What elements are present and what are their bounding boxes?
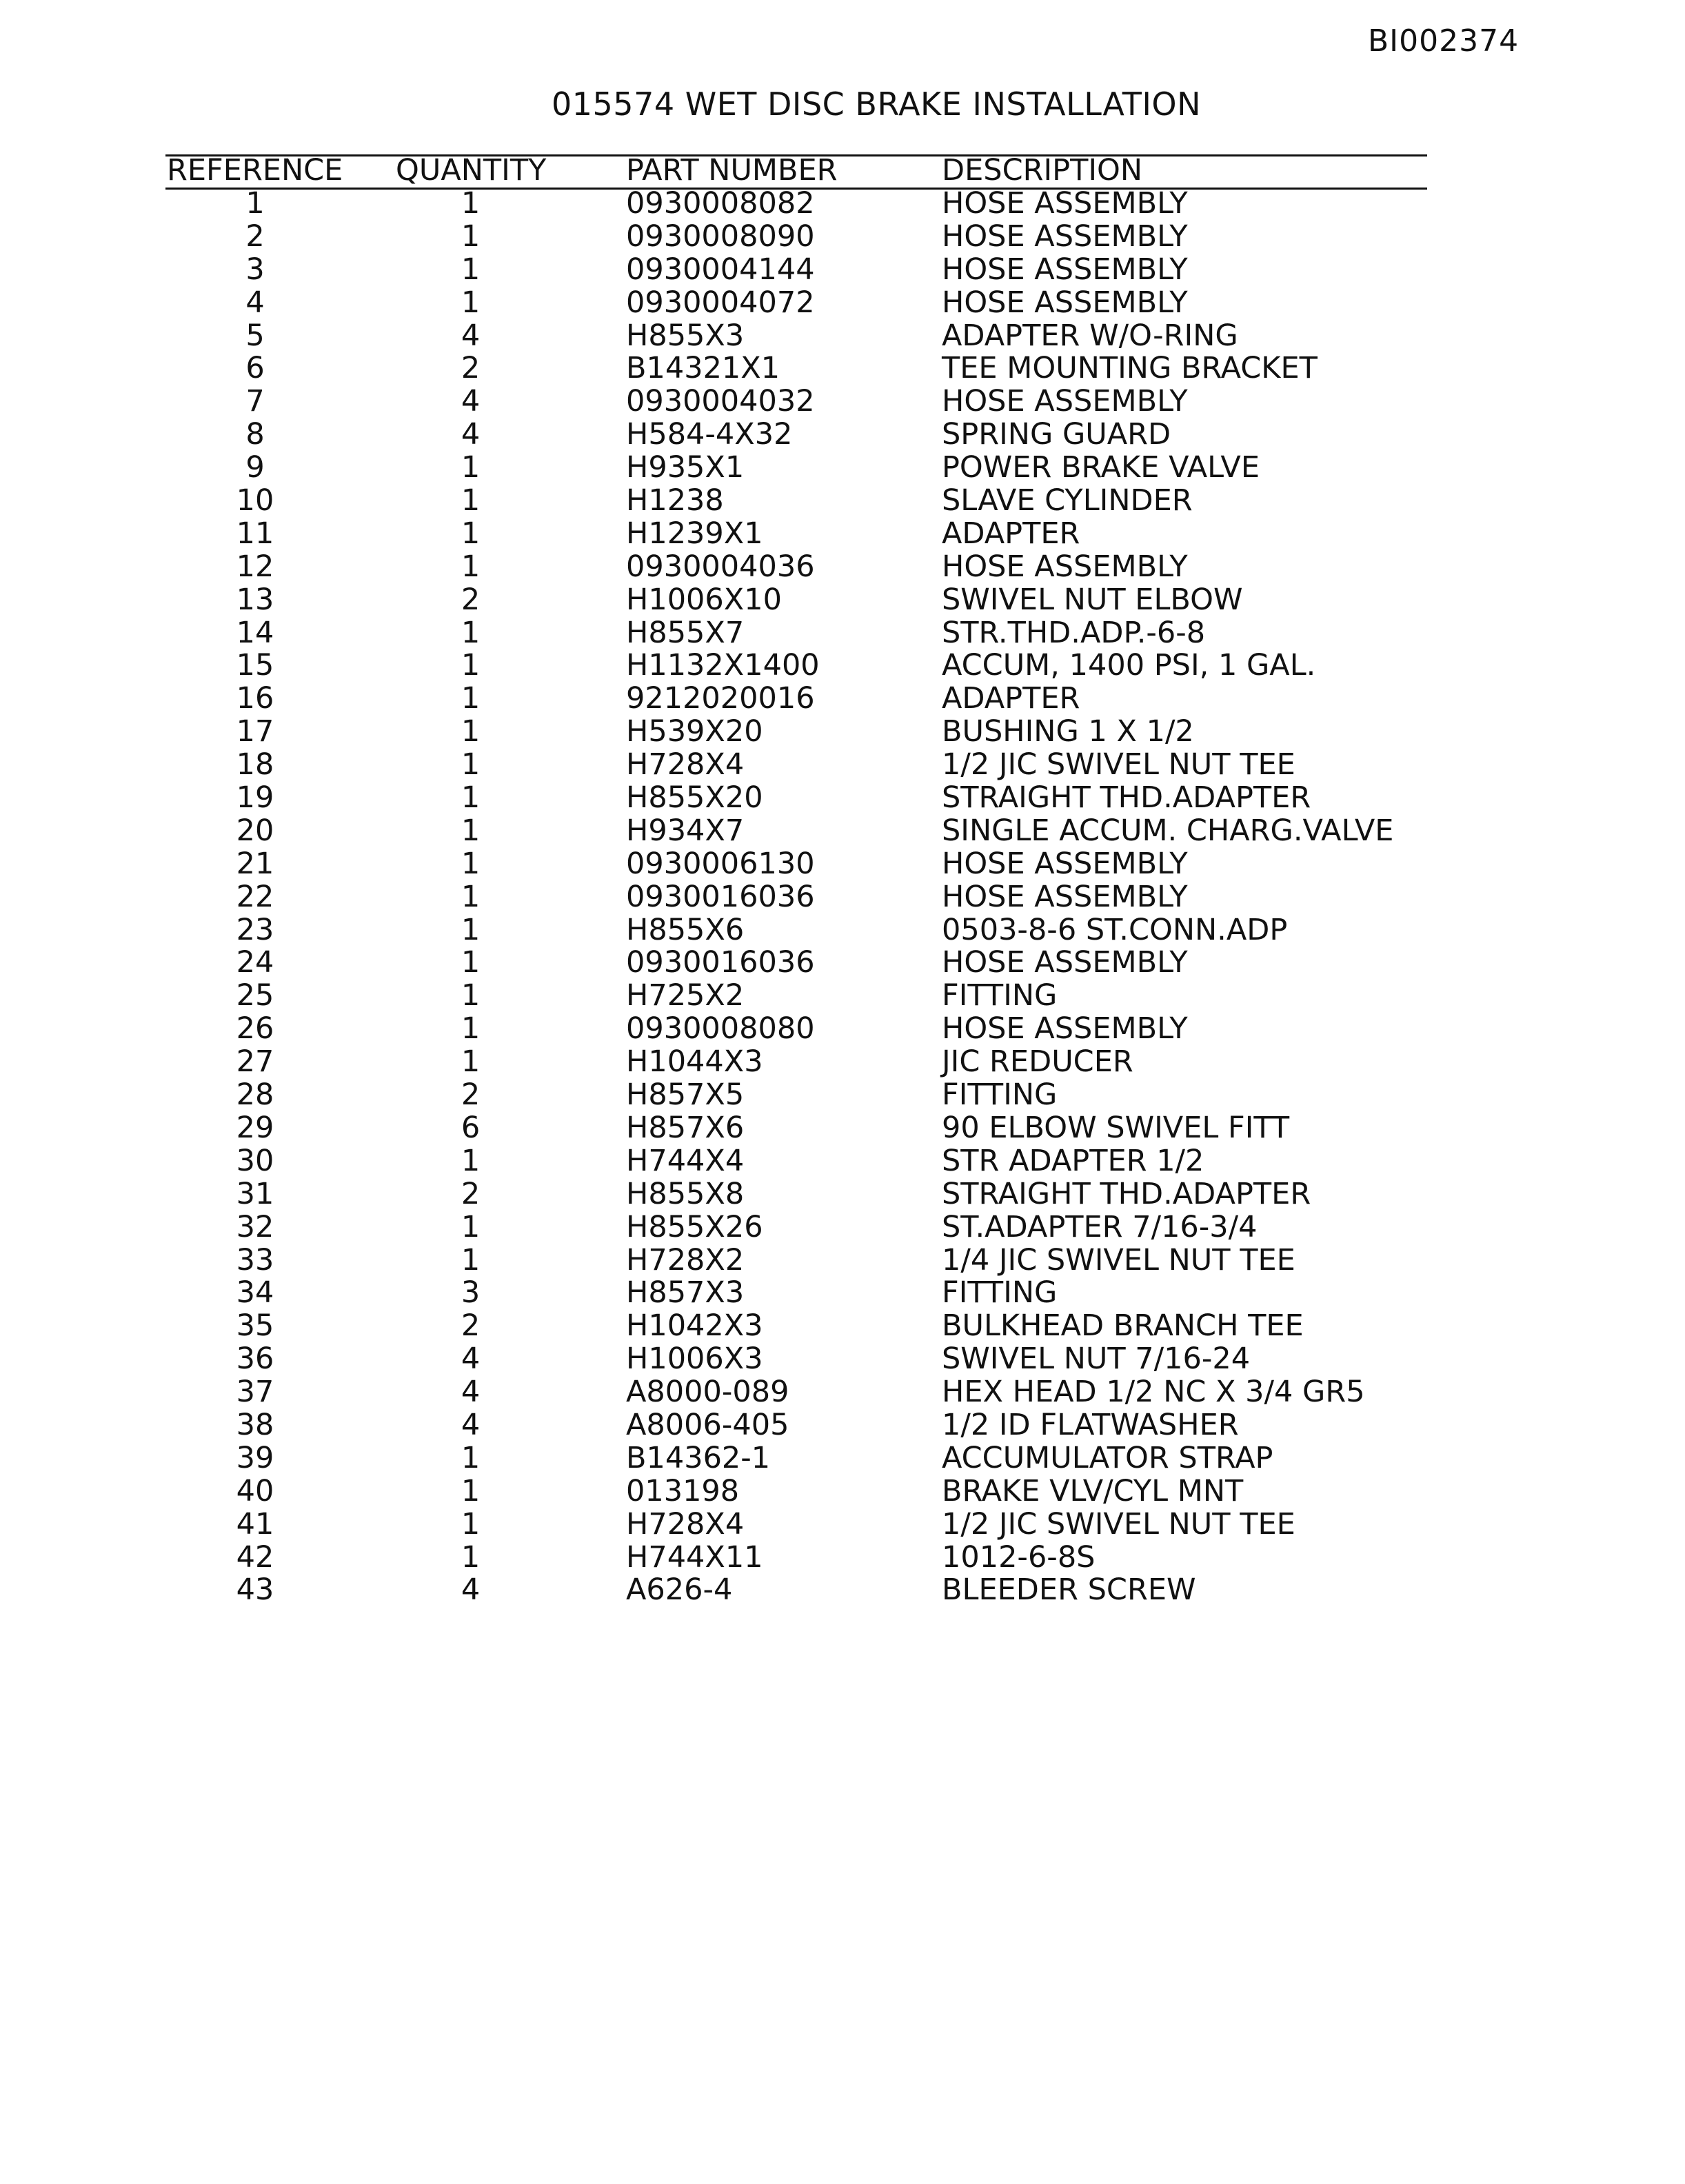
description-cell: 1/2 ID FLATWASHER xyxy=(942,1407,1239,1442)
quantity-cell: 1 xyxy=(461,285,481,320)
table-row xyxy=(165,848,1427,881)
reference-cell: 31 xyxy=(236,1176,274,1211)
part-number-cell: 0930006130 xyxy=(626,846,815,881)
quantity-cell: 2 xyxy=(461,582,481,617)
table-row xyxy=(165,1376,1427,1409)
description-cell: HEX HEAD 1/2 NC X 3/4 GR5 xyxy=(942,1375,1365,1410)
quantity-cell: 4 xyxy=(461,1375,481,1410)
part-number-cell: 0930008090 xyxy=(626,219,815,254)
part-number-cell: H1006X10 xyxy=(626,582,782,617)
quantity-cell: 1 xyxy=(461,912,481,947)
part-number-cell: H728X2 xyxy=(626,1242,745,1277)
description-cell: ACCUM, 1400 PSI, 1 GAL. xyxy=(942,648,1316,683)
table-row xyxy=(165,980,1427,1013)
description-cell: ST.ADAPTER 7/16-3/4 xyxy=(942,1209,1258,1244)
part-number-cell: H935X1 xyxy=(626,450,745,485)
reference-cell: 6 xyxy=(245,351,265,386)
table-row xyxy=(165,1211,1427,1244)
part-number-cell: H855X6 xyxy=(626,912,745,947)
quantity-cell: 2 xyxy=(461,351,481,386)
table-row xyxy=(165,518,1427,551)
table-row xyxy=(165,1145,1427,1178)
table-row xyxy=(165,1178,1427,1211)
table-header xyxy=(165,153,1427,188)
table-row xyxy=(165,1079,1427,1112)
table-row xyxy=(165,221,1427,254)
quantity-cell: 1 xyxy=(461,879,481,914)
header-part-number: PART NUMBER xyxy=(626,153,838,188)
description-cell: HOSE ASSEMBLY xyxy=(942,285,1188,320)
quantity-cell: 2 xyxy=(461,1176,481,1211)
reference-cell: 20 xyxy=(236,813,274,848)
quantity-cell: 1 xyxy=(461,747,481,782)
part-number-cell: H539X20 xyxy=(626,714,763,749)
part-number-cell: H1006X3 xyxy=(626,1342,763,1377)
table-row xyxy=(165,352,1427,385)
table-row xyxy=(165,254,1427,287)
table-row xyxy=(165,485,1427,518)
reference-cell: 32 xyxy=(236,1209,274,1244)
part-number-cell: H584-4X32 xyxy=(626,417,793,452)
reference-cell: 2 xyxy=(245,219,265,254)
part-number-cell: H725X2 xyxy=(626,978,745,1013)
part-number-cell: B14362-1 xyxy=(626,1440,771,1475)
table-row xyxy=(165,1541,1427,1575)
part-number-cell: 0930004144 xyxy=(626,252,815,287)
description-cell: 1/2 JIC SWIVEL NUT TEE xyxy=(942,1506,1295,1541)
part-number-cell: H728X4 xyxy=(626,747,745,782)
reference-cell: 23 xyxy=(236,912,274,947)
part-number-cell: H857X6 xyxy=(626,1110,745,1145)
quantity-cell: 1 xyxy=(461,450,481,485)
quantity-cell: 1 xyxy=(461,186,481,221)
description-cell: STR.THD.ADP.-6-8 xyxy=(942,615,1206,650)
description-cell: HOSE ASSEMBLY xyxy=(942,384,1188,419)
part-number-cell: H857X3 xyxy=(626,1275,745,1311)
part-number-cell: H855X8 xyxy=(626,1176,745,1211)
table-row xyxy=(165,716,1427,749)
quantity-cell: 1 xyxy=(461,615,481,650)
description-cell: POWER BRAKE VALVE xyxy=(942,450,1260,485)
description-cell: BUSHING 1 X 1/2 xyxy=(942,714,1194,749)
description-cell: BRAKE VLV/CYL MNT xyxy=(942,1473,1244,1508)
table-row xyxy=(165,881,1427,914)
reference-cell: 21 xyxy=(236,846,274,881)
part-number-cell: B14321X1 xyxy=(626,351,780,386)
table-row xyxy=(165,1277,1427,1310)
table-row xyxy=(165,584,1427,617)
part-number-cell: H1132X1400 xyxy=(626,648,820,683)
reference-cell: 38 xyxy=(236,1407,274,1442)
table-row xyxy=(165,1046,1427,1079)
table-row xyxy=(165,1310,1427,1343)
quantity-cell: 1 xyxy=(461,252,481,287)
part-number-cell: A626-4 xyxy=(626,1573,733,1608)
quantity-cell: 1 xyxy=(461,1044,481,1080)
quantity-cell: 1 xyxy=(461,219,481,254)
reference-cell: 3 xyxy=(245,252,265,287)
table-row xyxy=(165,1574,1427,1607)
part-number-cell: H855X26 xyxy=(626,1209,763,1244)
header-quantity: QUANTITY xyxy=(396,153,547,188)
table-row xyxy=(165,1475,1427,1508)
header-reference: REFERENCE xyxy=(167,153,343,188)
description-cell: HOSE ASSEMBLY xyxy=(942,219,1188,254)
reference-cell: 9 xyxy=(245,450,265,485)
quantity-cell: 3 xyxy=(461,1275,481,1311)
table-row xyxy=(165,1343,1427,1376)
quantity-cell: 1 xyxy=(461,1242,481,1277)
description-cell: 0503-8-6 ST.CONN.ADP xyxy=(942,912,1288,947)
table-row xyxy=(165,815,1427,848)
quantity-cell: 1 xyxy=(461,681,481,716)
part-number-cell: A8006-405 xyxy=(626,1407,789,1442)
reference-cell: 19 xyxy=(236,780,274,816)
description-cell: SWIVEL NUT 7/16-24 xyxy=(942,1342,1251,1377)
part-number-cell: 0930004032 xyxy=(626,384,815,419)
description-cell: 90 ELBOW SWIVEL FITT xyxy=(942,1110,1290,1145)
reference-cell: 5 xyxy=(245,318,265,353)
description-cell: HOSE ASSEMBLY xyxy=(942,252,1188,287)
reference-cell: 4 xyxy=(245,285,265,320)
table-row xyxy=(165,287,1427,320)
reference-cell: 43 xyxy=(236,1573,274,1608)
reference-cell: 28 xyxy=(236,1078,274,1113)
reference-cell: 37 xyxy=(236,1375,274,1410)
reference-cell: 8 xyxy=(245,417,265,452)
reference-cell: 15 xyxy=(236,648,274,683)
description-cell: SWIVEL NUT ELBOW xyxy=(942,582,1243,617)
quantity-cell: 1 xyxy=(461,945,481,980)
description-cell: SINGLE ACCUM. CHARG.VALVE xyxy=(942,813,1394,848)
part-number-cell: 0930008082 xyxy=(626,186,815,221)
reference-cell: 40 xyxy=(236,1473,274,1508)
reference-cell: 1 xyxy=(245,186,265,221)
table-row xyxy=(165,385,1427,418)
table-row xyxy=(165,782,1427,815)
description-cell: 1/2 JIC SWIVEL NUT TEE xyxy=(942,747,1295,782)
description-cell: JIC REDUCER xyxy=(942,1044,1133,1080)
quantity-cell: 1 xyxy=(461,714,481,749)
table-row xyxy=(165,649,1427,682)
reference-cell: 41 xyxy=(236,1506,274,1541)
description-cell: ACCUMULATOR STRAP xyxy=(942,1440,1273,1475)
part-number-cell: H934X7 xyxy=(626,813,745,848)
quantity-cell: 1 xyxy=(461,1440,481,1475)
quantity-cell: 4 xyxy=(461,1342,481,1377)
reference-cell: 30 xyxy=(236,1143,274,1178)
table-row xyxy=(165,914,1427,947)
description-cell: HOSE ASSEMBLY xyxy=(942,186,1188,221)
quantity-cell: 1 xyxy=(461,1209,481,1244)
part-number-cell: 0930008080 xyxy=(626,1011,815,1046)
part-number-cell: H728X4 xyxy=(626,1506,745,1541)
reference-cell: 29 xyxy=(236,1110,274,1145)
description-cell: BULKHEAD BRANCH TEE xyxy=(942,1308,1304,1344)
description-cell: STRAIGHT THD.ADAPTER xyxy=(942,1176,1311,1211)
description-cell: TEE MOUNTING BRACKET xyxy=(942,351,1318,386)
reference-cell: 11 xyxy=(236,516,274,551)
reference-cell: 42 xyxy=(236,1539,274,1575)
quantity-cell: 1 xyxy=(461,1539,481,1575)
description-cell: STRAIGHT THD.ADAPTER xyxy=(942,780,1311,816)
part-number-cell: H855X3 xyxy=(626,318,745,353)
quantity-cell: 1 xyxy=(461,1143,481,1178)
table-row xyxy=(165,617,1427,650)
quantity-cell: 1 xyxy=(461,1011,481,1046)
description-cell: FITTING xyxy=(942,1078,1058,1113)
table-row xyxy=(165,551,1427,584)
description-cell: ADAPTER xyxy=(942,681,1080,716)
part-number-cell: H855X7 xyxy=(626,615,745,650)
part-number-cell: 9212020016 xyxy=(626,681,815,716)
description-cell: FITTING xyxy=(942,978,1058,1013)
description-cell: FITTING xyxy=(942,1275,1058,1311)
quantity-cell: 1 xyxy=(461,483,481,518)
quantity-cell: 1 xyxy=(461,813,481,848)
quantity-cell: 1 xyxy=(461,1473,481,1508)
reference-cell: 17 xyxy=(236,714,274,749)
quantity-cell: 4 xyxy=(461,384,481,419)
reference-cell: 27 xyxy=(236,1044,274,1080)
table-row xyxy=(165,452,1427,485)
description-cell: HOSE ASSEMBLY xyxy=(942,846,1188,881)
reference-cell: 35 xyxy=(236,1308,274,1344)
reference-cell: 10 xyxy=(236,483,274,518)
table-row xyxy=(165,947,1427,980)
quantity-cell: 2 xyxy=(461,1308,481,1344)
quantity-cell: 1 xyxy=(461,780,481,816)
table-body xyxy=(165,188,1427,1607)
part-number-cell: A8000-089 xyxy=(626,1375,789,1410)
document-title: 015574 WET DISC BRAKE INSTALLATION xyxy=(552,85,1202,123)
reference-cell: 25 xyxy=(236,978,274,1013)
part-number-cell: H744X4 xyxy=(626,1143,745,1178)
part-number-cell: H1238 xyxy=(626,483,724,518)
part-number-cell: 0930016036 xyxy=(626,879,815,914)
quantity-cell: 2 xyxy=(461,1078,481,1113)
table-row xyxy=(165,1409,1427,1442)
reference-cell: 34 xyxy=(236,1275,274,1311)
part-number-cell: 0930004036 xyxy=(626,549,815,584)
description-cell: SLAVE CYLINDER xyxy=(942,483,1193,518)
reference-cell: 33 xyxy=(236,1242,274,1277)
part-number-cell: 013198 xyxy=(626,1473,740,1508)
reference-cell: 24 xyxy=(236,945,274,980)
part-number-cell: H857X5 xyxy=(626,1078,745,1113)
description-cell: 1012-6-8S xyxy=(942,1539,1096,1575)
table-row xyxy=(165,1112,1427,1145)
quantity-cell: 6 xyxy=(461,1110,481,1145)
part-number-cell: H1044X3 xyxy=(626,1044,763,1080)
reference-cell: 16 xyxy=(236,681,274,716)
reference-cell: 26 xyxy=(236,1011,274,1046)
quantity-cell: 1 xyxy=(461,549,481,584)
table-row xyxy=(165,418,1427,452)
quantity-cell: 1 xyxy=(461,1506,481,1541)
quantity-cell: 1 xyxy=(461,516,481,551)
table-row xyxy=(165,1442,1427,1475)
reference-cell: 14 xyxy=(236,615,274,650)
reference-cell: 36 xyxy=(236,1342,274,1377)
reference-cell: 7 xyxy=(245,384,265,419)
description-cell: BLEEDER SCREW xyxy=(942,1573,1196,1608)
description-cell: HOSE ASSEMBLY xyxy=(942,879,1188,914)
quantity-cell: 4 xyxy=(461,417,481,452)
description-cell: HOSE ASSEMBLY xyxy=(942,945,1188,980)
reference-cell: 39 xyxy=(236,1440,274,1475)
description-cell: HOSE ASSEMBLY xyxy=(942,549,1188,584)
table-row xyxy=(165,320,1427,353)
header-description: DESCRIPTION xyxy=(942,153,1143,188)
table-row xyxy=(165,1508,1427,1541)
quantity-cell: 1 xyxy=(461,846,481,881)
description-cell: SPRING GUARD xyxy=(942,417,1171,452)
quantity-cell: 1 xyxy=(461,648,481,683)
part-number-cell: H1239X1 xyxy=(626,516,763,551)
quantity-cell: 4 xyxy=(461,318,481,353)
table-row xyxy=(165,682,1427,716)
part-number-cell: H1042X3 xyxy=(626,1308,763,1344)
table-row xyxy=(165,1013,1427,1046)
table-row xyxy=(165,1244,1427,1277)
reference-cell: 13 xyxy=(236,582,274,617)
part-number-cell: 0930004072 xyxy=(626,285,815,320)
part-number-cell: H744X11 xyxy=(626,1539,763,1575)
description-cell: ADAPTER xyxy=(942,516,1080,551)
description-cell: STR ADAPTER 1/2 xyxy=(942,1143,1204,1178)
part-number-cell: 0930016036 xyxy=(626,945,815,980)
reference-cell: 12 xyxy=(236,549,274,584)
document-id: BI002374 xyxy=(1368,23,1520,59)
description-cell: ADAPTER W/O-RING xyxy=(942,318,1238,353)
quantity-cell: 4 xyxy=(461,1573,481,1608)
parts-table xyxy=(165,153,1427,1607)
description-cell: 1/4 JIC SWIVEL NUT TEE xyxy=(942,1242,1295,1277)
table-row xyxy=(165,188,1427,221)
reference-cell: 18 xyxy=(236,747,274,782)
part-number-cell: H855X20 xyxy=(626,780,763,816)
description-cell: HOSE ASSEMBLY xyxy=(942,1011,1188,1046)
table-row xyxy=(165,749,1427,782)
reference-cell: 22 xyxy=(236,879,274,914)
quantity-cell: 4 xyxy=(461,1407,481,1442)
quantity-cell: 1 xyxy=(461,978,481,1013)
